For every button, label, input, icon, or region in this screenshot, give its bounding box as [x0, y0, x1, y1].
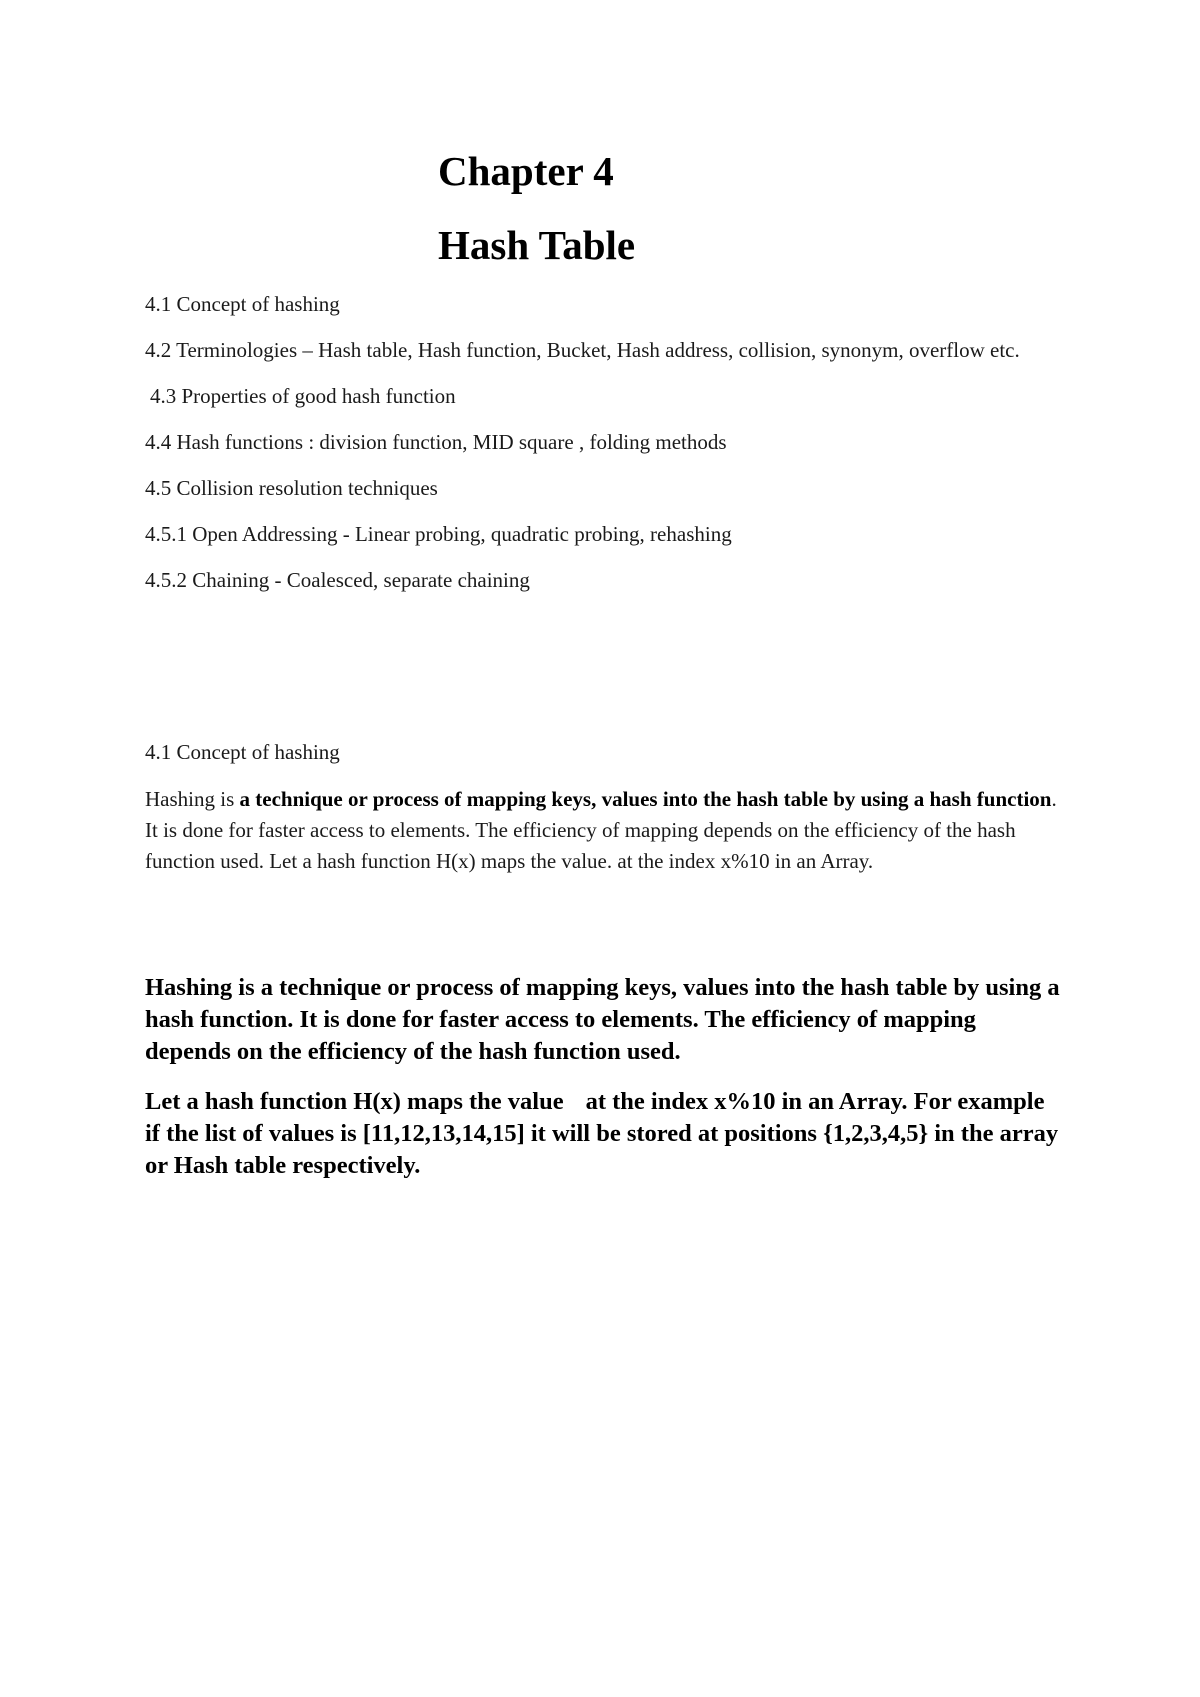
toc-item-4-4: 4.4 Hash functions : division function, MID square , folding methods [145, 430, 727, 454]
paragraph-prefix: Hashing is [145, 787, 240, 811]
example-part-1: Let a hash function H(x) maps the value [145, 1088, 564, 1115]
toc-item-4-5-1: 4.5.1 Open Addressing - Linear probing, quadratic probing, rehashing [145, 522, 732, 546]
paragraph-bold-definition: a technique or process of mapping keys, values into the hash table by using a hash function [239, 787, 1052, 811]
section-heading-concept-of-hashing: 4.1 Concept of hashing [145, 740, 340, 764]
chapter-heading: Chapter 4 [438, 148, 614, 194]
toc-item-4-5: 4.5 Collision resolution techniques [145, 476, 438, 500]
toc-item-4-3: 4.3 Properties of good hash function [150, 384, 456, 408]
hashing-definition-paragraph [145, 784, 1065, 877]
toc-item-4-1: 4.1 Concept of hashing [145, 292, 340, 316]
hash-function-example-paragraph [145, 1086, 1065, 1182]
chapter-title: Hash Table [438, 222, 636, 268]
toc-item-4-2: 4.2 Terminologies – Hash table, Hash function, Bucket, Hash address, collision, synonym, overflow etc. [145, 338, 1020, 362]
table-of-contents [145, 289, 1065, 611]
toc-item-4-5-2: 4.5.2 Chaining - Coalesced, separate chaining [145, 568, 530, 592]
example-part-2: at the index x%10 in an Array. For example if the list of values is [11,12,13,14,15] it will be stored at positions {1,2,3,4,5} in the array or Hash table respectively. [145, 1088, 1059, 1179]
hashing-summary-paragraph: Hashing is a technique or process of mapping keys, values into the hash table by using a hash function. It is done for faster access to elements. The efficiency of mapping depends on the efficiency of the hash function used. [145, 974, 1060, 1065]
paragraph-suffix: . It is done for faster access to elements. The efficiency of mapping depends on the efficiency of the hash function used. Let a hash function H(x) maps the value. at the index x%10 in an Array. [145, 787, 1057, 873]
